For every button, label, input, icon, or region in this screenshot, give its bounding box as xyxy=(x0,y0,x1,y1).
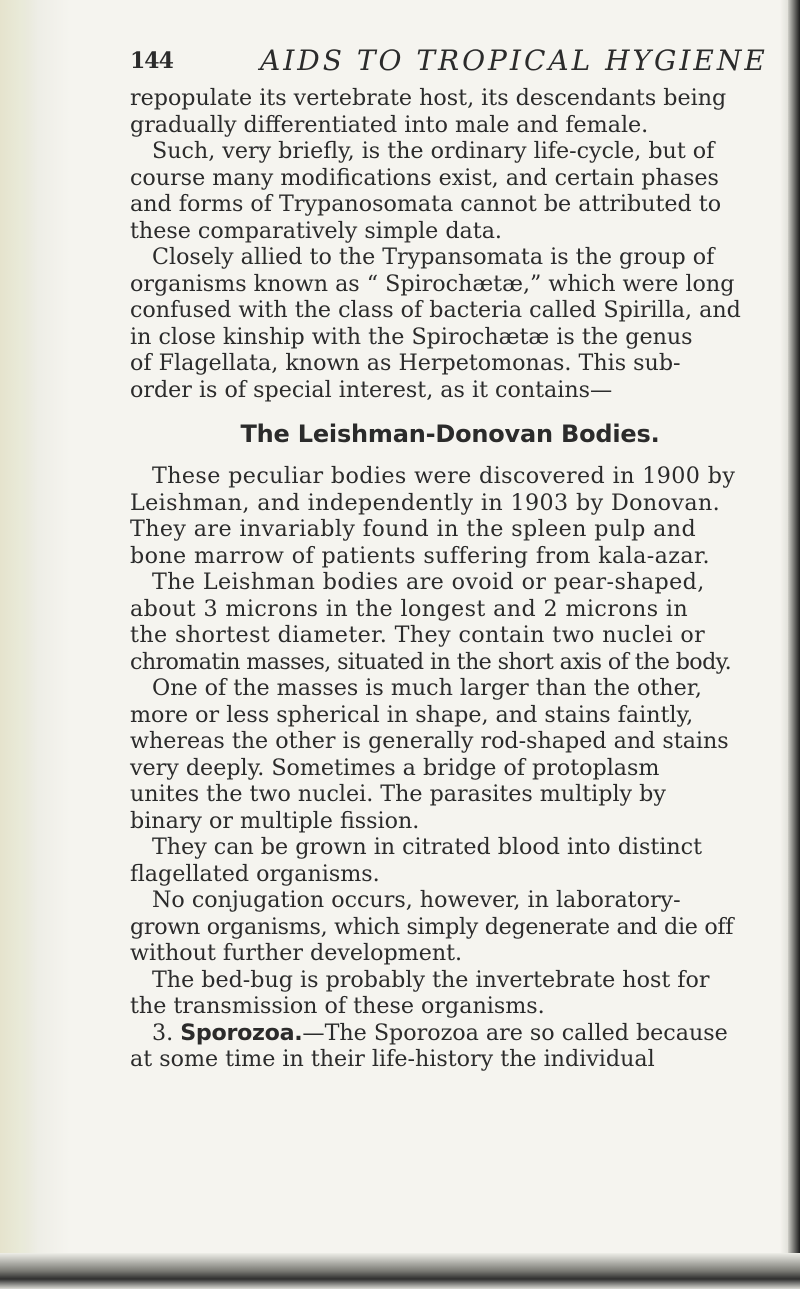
text-line: grown organisms, which simply degenerate and die off xyxy=(130,913,734,940)
text-line: The Leishman bodies are ovoid or pear-shaped, xyxy=(152,569,705,595)
text-line: flagellated organisms. xyxy=(130,860,380,887)
text-line: They are invariably found in the spleen pulp and xyxy=(130,516,697,542)
text-line: confused with the class of bacteria called Spirilla, and xyxy=(130,297,741,323)
text-line: order is of special interest, as it contains— xyxy=(130,376,613,403)
page-right-edge xyxy=(788,0,800,1289)
body-text xyxy=(130,85,770,1073)
text-line: of Flagellata, known as Herpetomonas. This sub- xyxy=(130,350,681,376)
page-gutter-shadow xyxy=(0,0,38,1289)
text-line: and forms of Trypanosomata cannot be attributed to xyxy=(130,191,722,217)
text-line: Leishman, and independently in 1903 by Donovan. xyxy=(130,489,721,516)
page-number: 144 xyxy=(130,48,173,74)
text-line: without further development. xyxy=(130,940,463,966)
text-line: No conjugation occurs, however, in laboratory- xyxy=(152,887,681,913)
running-head: AIDS TO TROPICAL HYGIENE xyxy=(260,44,768,77)
text-line: repopulate its vertebrate host, its descendants being xyxy=(130,85,727,111)
text-line xyxy=(130,1020,770,1047)
page-bottom-edge xyxy=(0,1253,800,1289)
text-line: The bed-bug is probably the invertebrate host for xyxy=(152,966,710,993)
section-text: —The Sporozoa are so called because xyxy=(302,1019,728,1046)
text-line: One of the masses is much larger than the other, xyxy=(152,675,702,701)
section-number: 3. xyxy=(152,1019,174,1046)
text-line: They can be grown in citrated blood into distinct xyxy=(152,834,703,860)
text-line: unites the two nuclei. The parasites multiply by xyxy=(130,781,666,807)
text-line: at some time in their life-history the individual xyxy=(130,1046,655,1072)
text-line: gradually differentiated into male and female. xyxy=(130,111,649,138)
text-line: about 3 microns in the longest and 2 microns in xyxy=(130,595,689,622)
text-line: chromatin masses, situated in the short axis of the body. xyxy=(130,648,732,675)
text-line: course many modifications exist, and certain phases xyxy=(130,164,719,191)
page-header xyxy=(130,44,770,84)
text-line: Such, very briefly, is the ordinary life-cycle, but of xyxy=(152,138,715,164)
text-line: These peculiar bodies were discovered in 1900 by xyxy=(152,463,736,489)
text-line: these comparatively simple data. xyxy=(130,217,502,244)
text-line: organisms known as “ Spirochætæ,” which were long xyxy=(130,270,735,297)
text-line: Closely allied to the Trypansomata is the group of xyxy=(152,244,715,270)
text-line: whereas the other is generally rod-shaped and stains xyxy=(130,728,729,754)
text-line: more or less spherical in shape, and stains faintly, xyxy=(130,701,694,728)
text-line: in close kinship with the Spirochætæ is the genus xyxy=(130,323,693,350)
text-line: very deeply. Sometimes a bridge of protoplasm xyxy=(130,754,660,781)
text-line: binary or multiple fission. xyxy=(130,807,420,834)
section-heading: The Leishman-Donovan Bodies. xyxy=(240,420,660,448)
text-line: the transmission of these organisms. xyxy=(130,993,545,1019)
text-line: the shortest diameter. They contain two nuclei or xyxy=(130,622,706,648)
text-line: bone marrow of patients suffering from kala-azar. xyxy=(130,542,710,569)
section-term: Sporozoa. xyxy=(180,1019,303,1046)
